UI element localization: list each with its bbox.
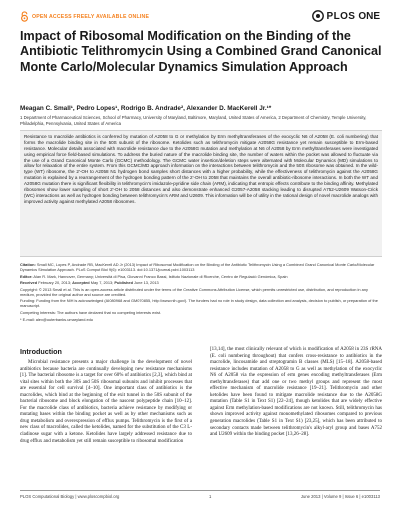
open-access-lock-icon: [20, 11, 29, 22]
received-date: February 20, 2013;: [38, 280, 72, 286]
published-date: June 13, 2013: [134, 280, 159, 286]
accepted-label: Accepted: [72, 280, 90, 286]
body-column-left: [20, 347, 192, 445]
editor-line: [20, 274, 382, 279]
article-metadata: [20, 262, 382, 323]
funding-line: Funding: Funding from the NIH is acknowledged (AI080968 and GM070855, http://www.nih.gov/). The funders had no role in study design, data collection and analysis, decision to publish, or preparation of the manuscript.: [20, 298, 378, 309]
footer-issue-info: June 2013 | Volume 9 | Issue 6 | e1003113: [300, 494, 380, 499]
received-label: Received: [20, 280, 38, 286]
author-affiliations: 1 Department of Pharmaceutical Sciences, School of Pharmacy, University of Maryland, Baltimore, Maryland, United States of America, 2 Department of Chemistry, Temple University, Philadelphia, Pennsylvania, United States of America: [20, 115, 367, 126]
plos-one-logo[interactable]: [312, 10, 381, 22]
contact-email[interactable]: * E-mail: alex@outerbanks.umaryland.edu: [20, 316, 93, 322]
copyright-line: Copyright: © 2013 Small et al. This is an open-access article distributed under the terms of the Creative Commons Attribution License, which permits unrestricted use, distribution, and reproduction in any medium, provided the original author and source are credited.: [20, 286, 368, 297]
introduction-paragraph: Microbial resistance presents a major challenge in the development of novel antibiotics because bacteria are continually developing new resistance mechanisms [1]. The bacterial ribosome is a target for over 60% of antibiotics [2,3], which bind at vital sites within both the 30S and 50S ribosomal subunits and inhibit processes that are essential for cell survival [4–10]. One important class of antibiotics is the macrolides, which bind at the beginning of the exit tunnel in the 50S subunit of the bacterial ribosome and block elongation of the nascent polypeptide chain [10–12]. For the macrolide class of antibiotics, bacteria achieve resistance by modifying or mutating bases within the binding pocket as well as by other mechanisms such as drug metabolism and overexpression of efflux pumps. Telithromycin is the first of a new class of macrolides, called the ketolides, named for the substitution of the C3 L-cladinose sugar with a ketone. Ketolides have largely addressed resistance due to drug efflux and metabolism yet still remain susceptible to ribosomal modification: [20, 360, 192, 444]
footer-divider: [20, 490, 380, 491]
competing-interests-line: Competing Interests: The authors have declared that no competing interests exist.: [20, 309, 162, 315]
abstract-box: [20, 130, 382, 257]
editor-text: Alan R. Mark, Hannover, Germany; Università di Pisa, Giovanni Franco Bassi, Istituto Nazionale di Ricerche, Centro de Regulació Genòmica, Spain: [33, 273, 288, 279]
journal-header: [20, 10, 380, 24]
accepted-date: May 7, 2013;: [90, 280, 114, 286]
citation-text: Small MC, Lopes P, Andrade RB, MacKerell AD Jr (2013) Impact of Ribosomal Modification on the Binding of the Antibiotic Telithromycin Using a Combined Grand Canonical Monte Carlo/Molecular Dynamics Simulation Approach. PLoS Comput Biol 9(6): e1003113. doi:10.1371/journal.pcbi.1003113: [20, 262, 375, 272]
dates-line: [20, 280, 382, 285]
plos-logo-icon: [312, 10, 324, 22]
editor-label: Editor:: [20, 273, 33, 279]
introduction-continuation: [13,14], the most clinically relevant of which is modification of A2058 in 23S rRNA (E. coli numbering throughout) that confers cross-resistance to antibiotics in the macrolide, lincosamide and streptogramin B classes (MLS) [15–18]. A2058-based resistance includes mutation of A2058 to G as well as methylation of the exocyclic N6 of A2058 via the expression of erm genes encoding methyltransferases (Erm methyltransferases) that add one or two methyl groups and represent the most effective mechanism of macrolide resistance [19–21]. Telithromycin and other ketolides have been found to mitigate macrolide resistance due to the A2058G mutation (Table S1 in Text S1) [22–24], though ketolides that are widely effective against Erm methylation-based modifications are not known. Still, telithromycin has shown improved activity against monomethylated ribosomes compared to previous generation macrolides (Table S1 in Text S1) [23,25], which has been attributed to secondary contacts made between telithromycin's alkyl-aryl group and bases A752 and U2609 within the binding pocket [13,26–28].: [210, 347, 382, 438]
article-title: Impact of Ribosomal Modification on the Binding of the Antibiotic Telithromycin Using a Combined Grand Canonical Monte Carlo/Molecular Dynamics Simulation Approach: [20, 29, 382, 74]
body-column-right: [210, 347, 382, 439]
journal-name: ONE: [358, 10, 380, 22]
abstract-text: Resistance to macrolide antibiotics is conferred by mutation of A2058 to G or methylation by Erm methyltransferases of the exocyclic N6 of A2058 (E. coli numbering) that forms the macrolide binding site in the 50S subunit of the ribosome. Ketolides such as telithromycin mitigate A2058G resistance yet remain susceptible to Erm-based resistance. Molecular details associated with macrolide resistance due to the A2058G mutation and methylation at N6 of A2058 by Erm methyltransferases were investigated using empirical force field-based simulations. To address the buried nature of the macrolide binding site, the number of waters within the pocket was allowed to fluctuate via the use of a Grand Canonical Monte Carlo (GCMC) methodology. The GCMC water insertion/deletion steps were alternated with Molecular Dynamics (MD) simulations to allow for relaxation of the entire system. From this GCMC/MD approach information on the interactions between telithromycin and the 50S ribosome was obtained. In the wild-type (WT) ribosome, the 2'-OH to A2058 N1 hydrogen bond samples short distances with a higher probability, while the effectiveness of telithromycin against the A2058G mutation is explained by a rearrangement of the hydrogen bonding pattern of the 2'-OH to 2058 that maintains the overall antibiotic-ribosome interactions. In both the WT and A2058G mutation there is significant flexibility in telithromycin's imidazole-pyridine side chain (ARM), indicating that entropic effects contribute to the binding affinity. Methylated ribosomes show lower sampling of short 2'-OH to 2058 distances and also demonstrate enhanced G2057-A2058 stacking leading to disrupted A752-U2609 Watson-Crick (WC) interactions as well as hydrogen bonding between telithromycin's ARM and U2609. This information will be of utility in the rational design of novel macrolide analogs with improved activity against methylated A2058 ribosomes.: [24, 134, 378, 204]
journal-word: PLOS: [326, 10, 356, 22]
published-label: Published: [114, 280, 133, 286]
page-footer: [20, 494, 380, 499]
citation-line: [20, 262, 382, 272]
open-access-label: OPEN ACCESS FREELY AVAILABLE ONLINE: [32, 13, 150, 20]
article-authors: Meagan C. Small¹, Pedro Lopes¹, Rodrigo B. Andrade², Alexander D. MacKerell Jr.¹*: [20, 105, 272, 112]
page-number: 1: [208, 494, 212, 499]
footer-journal-link[interactable]: PLOS Computational Biology | www.ploscompbiol.org: [20, 494, 120, 499]
introduction-heading: Introduction: [20, 347, 62, 356]
open-access-badge[interactable]: [20, 11, 149, 22]
citation-label: Citation:: [20, 262, 36, 267]
